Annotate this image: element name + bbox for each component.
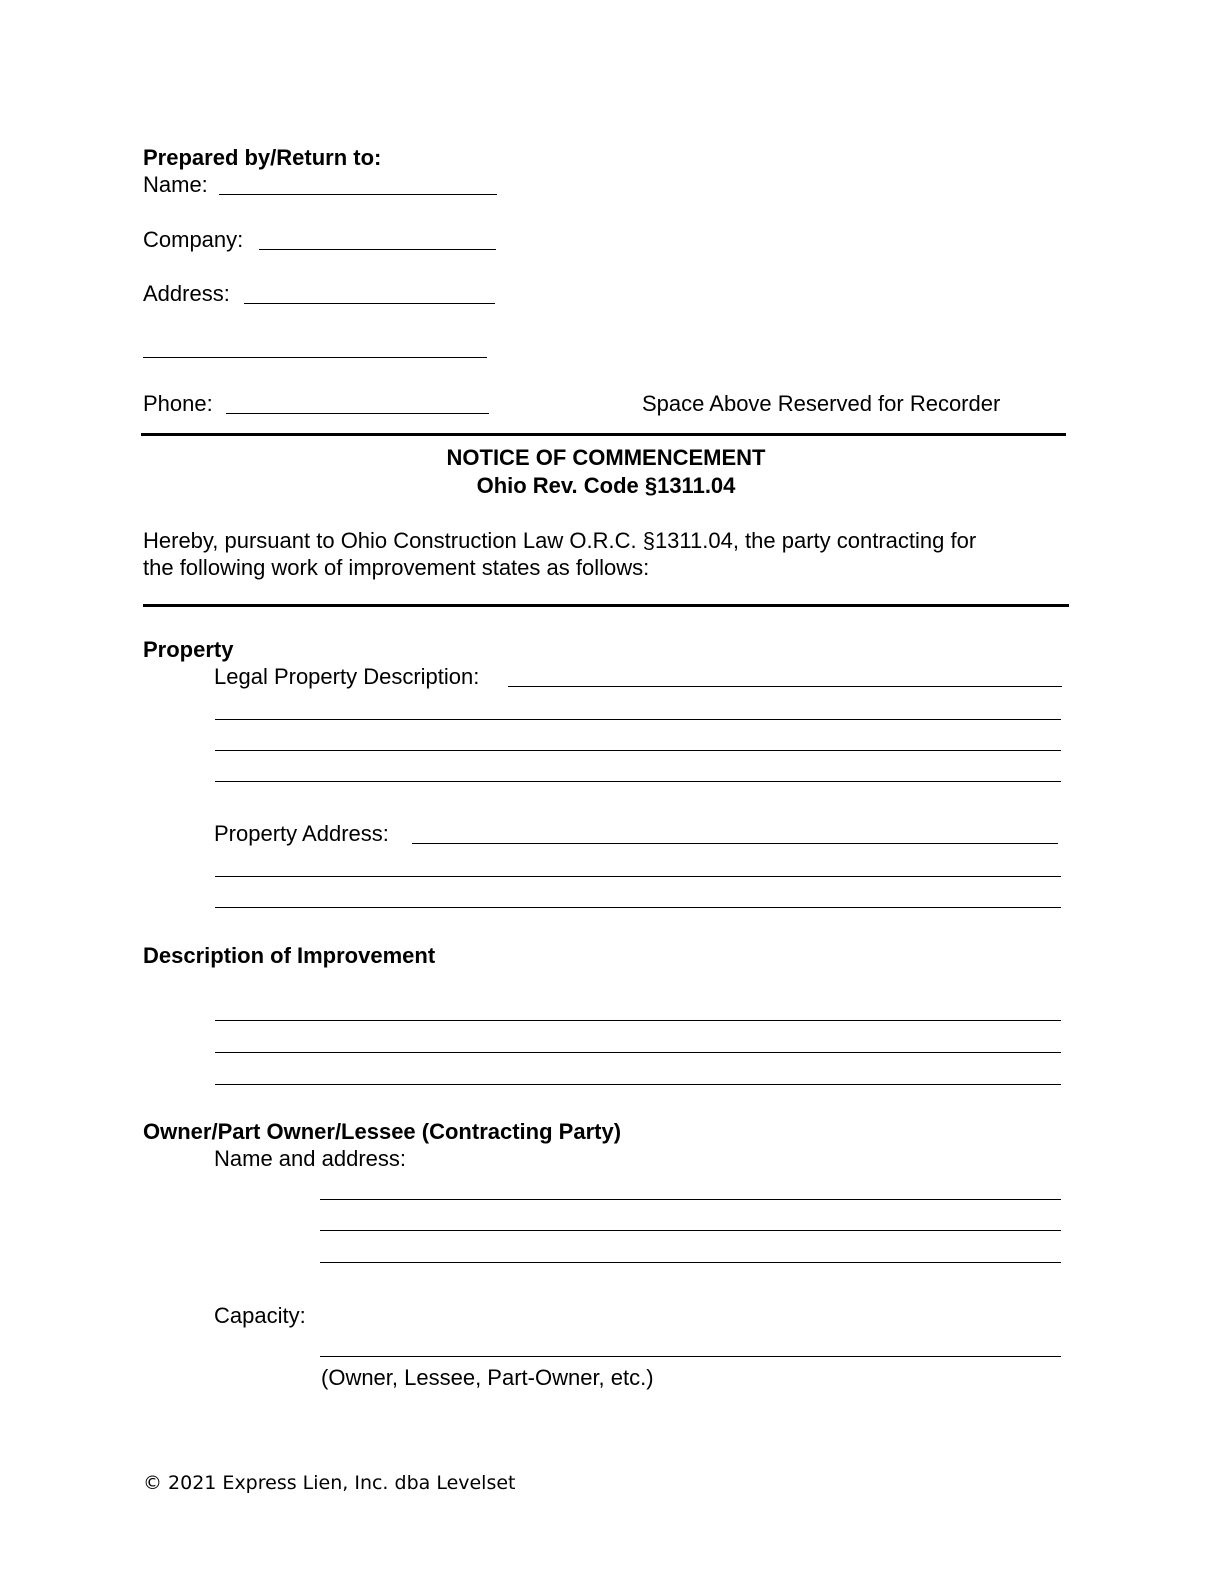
name-field[interactable] <box>219 194 497 195</box>
improvement-field-2[interactable] <box>215 1052 1061 1053</box>
property-address-label: Property Address: <box>214 821 389 846</box>
name-and-address-label: Name and address: <box>214 1146 406 1171</box>
phone-field[interactable] <box>226 413 489 414</box>
legal-description-field-1[interactable] <box>508 686 1062 687</box>
intro-divider <box>143 604 1069 607</box>
improvement-field-3[interactable] <box>215 1084 1061 1085</box>
name-label: Name: <box>143 172 208 197</box>
improvement-field-1[interactable] <box>215 1020 1061 1021</box>
document-subtitle: Ohio Rev. Code §1311.04 <box>476 473 736 498</box>
legal-description-field-3[interactable] <box>215 750 1061 751</box>
copyright-footer: © 2021 Express Lien, Inc. dba Levelset <box>143 1472 516 1494</box>
owner-field-1[interactable] <box>320 1199 1061 1200</box>
intro-line-2: the following work of improvement states as follows: <box>143 555 650 580</box>
recorder-note: Space Above Reserved for Recorder <box>642 391 1001 416</box>
property-address-field-2[interactable] <box>215 876 1061 877</box>
address-field-line-2[interactable] <box>143 357 487 358</box>
capacity-label: Capacity: <box>214 1303 306 1328</box>
improvement-heading: Description of Improvement <box>143 943 436 968</box>
capacity-field[interactable] <box>320 1356 1061 1357</box>
intro-line-1: Hereby, pursuant to Ohio Construction Law O.R.C. §1311.04, the party contracting for <box>143 528 977 553</box>
prepared-by-heading: Prepared by/Return to: <box>143 145 382 170</box>
legal-description-field-4[interactable] <box>215 781 1061 782</box>
document-title: NOTICE OF COMMENCEMENT <box>446 445 766 470</box>
legal-description-field-2[interactable] <box>215 719 1061 720</box>
capacity-hint: (Owner, Lessee, Part-Owner, etc.) <box>321 1365 654 1390</box>
owner-heading: Owner/Part Owner/Lessee (Contracting Party) <box>143 1119 622 1144</box>
owner-field-3[interactable] <box>320 1262 1061 1263</box>
company-label: Company: <box>143 227 244 252</box>
company-field[interactable] <box>259 249 496 250</box>
property-address-field-1[interactable] <box>412 843 1058 844</box>
header-divider <box>141 433 1066 436</box>
property-heading: Property <box>143 637 234 662</box>
address-label: Address: <box>143 281 230 306</box>
property-address-field-3[interactable] <box>215 907 1061 908</box>
address-field-line-1[interactable] <box>244 303 495 304</box>
phone-label: Phone: <box>143 391 213 416</box>
legal-description-label: Legal Property Description: <box>214 664 480 689</box>
owner-field-2[interactable] <box>320 1230 1061 1231</box>
